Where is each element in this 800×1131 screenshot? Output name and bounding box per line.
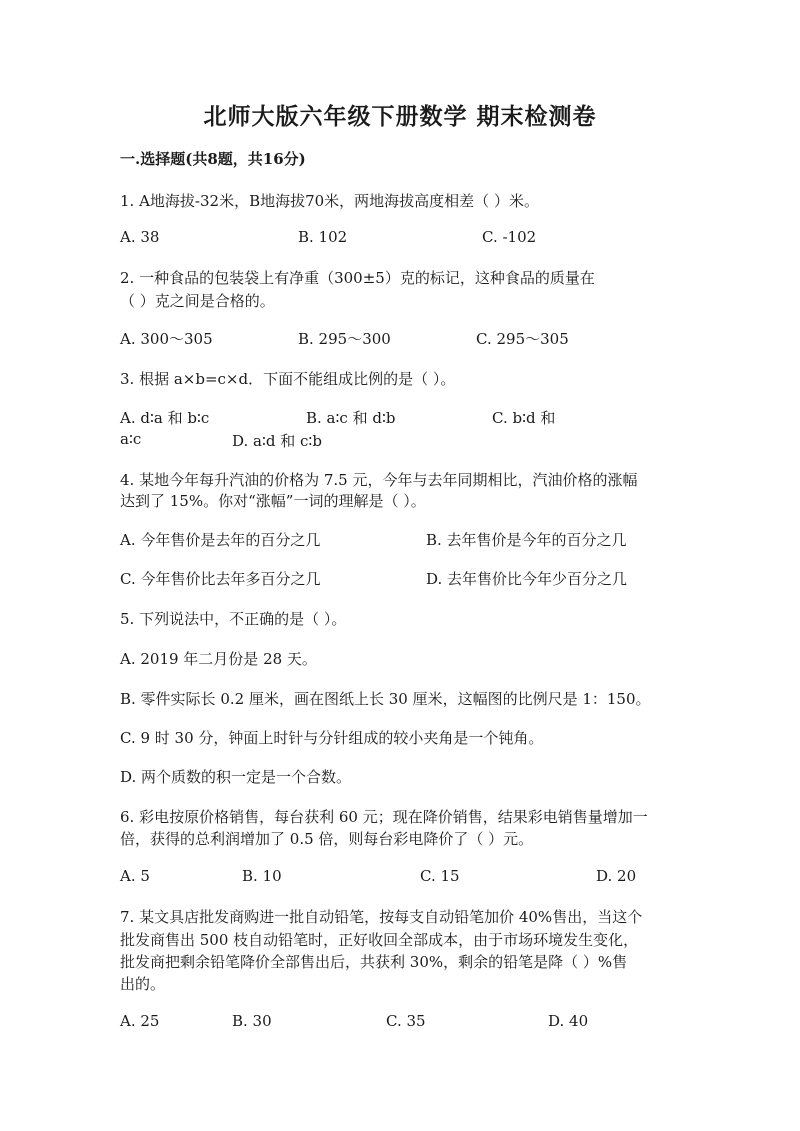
question-text: 6. 彩电按原价格销售，每台获利 60 元；现在降价销售，结果彩电销售量增加一 — [120, 808, 648, 826]
option-a: A. 25 — [120, 1012, 160, 1030]
option-c: C. 今年售价比去年多百分之几 — [120, 570, 321, 588]
option-a: A. 5 — [120, 867, 150, 885]
option-c: C. 9 时 30 分，钟面上时针与分针组成的较小夹角是一个钝角。 — [120, 729, 544, 747]
option-c: C. -102 — [482, 228, 537, 246]
option-a: A. 300～305 — [120, 330, 213, 348]
option-c-continued: a∶c — [120, 430, 142, 448]
option-b: B. 295～300 — [298, 330, 391, 348]
section-heading: 一.选择题(共8题，共16分) — [120, 150, 306, 168]
option-c: C. 15 — [420, 867, 460, 885]
option-b: B. 去年售价是今年的百分之几 — [426, 531, 627, 549]
option-a: A. 2019 年二月份是 28 天。 — [120, 650, 317, 668]
option-c: C. 35 — [386, 1012, 426, 1030]
question-text: 2. 一种食品的包装袋上有净重（300±5）克的标记，这种食品的质量在 — [120, 269, 595, 287]
question-text: 4. 某地今年每升汽油的价格为 7.5 元，今年与去年同期相比，汽油价格的涨幅 — [120, 471, 638, 489]
option-d: D. 去年售价比今年少百分之几 — [426, 570, 628, 588]
question-text: 出的。 — [120, 975, 166, 993]
option-c: C. 295～305 — [476, 330, 569, 348]
option-a: A. 38 — [120, 228, 160, 246]
option-a: A. d∶a 和 b∶c — [120, 409, 210, 427]
option-b: B. 零件实际长 0.2 厘米，画在图纸上长 30 厘米，这幅图的比例尺是 1：150。 — [120, 690, 651, 708]
option-d: D. 两个质数的积一定是一个合数。 — [120, 768, 352, 786]
question-text: 批发商售出 500 枝自动铅笔时，正好收回全部成本，由于市场环境发生变化， — [120, 931, 639, 949]
question-text: 3. 根据 a×b=c×d．下面不能组成比例的是（ ）。 — [120, 370, 456, 388]
question-text: 倍，获得的总利润增加了 0.5 倍，则每台彩电降价了（ ）元。 — [120, 830, 534, 848]
option-c: C. b∶d 和 — [492, 409, 556, 427]
question-text: 达到了 15%。你对“涨幅”一词的理解是（ ）。 — [120, 492, 426, 510]
option-d: D. a∶d 和 c∶b — [232, 432, 322, 450]
question-text: 7. 某文具店批发商购进一批自动铅笔，按每支自动铅笔加价 40%售出，当这个 — [120, 908, 643, 926]
option-a: A. 今年售价是去年的百分之几 — [120, 531, 321, 549]
question-text: 5. 下列说法中，不正确的是（ ）。 — [120, 610, 347, 628]
option-b: B. 30 — [232, 1012, 272, 1030]
option-b: B. 10 — [242, 867, 282, 885]
option-b: B. a∶c 和 d∶b — [306, 409, 396, 427]
option-d: D. 20 — [596, 867, 637, 885]
question-text: 批发商把剩余铅笔降价全部售出后，共获利 30%，剩余的铅笔是降（ ）%售 — [120, 953, 628, 971]
question-text: （ ）克之间是合格的。 — [120, 292, 275, 310]
question-text: 1. A地海拔-32米，B地海拔70米，两地海拔高度相差（ ）米。 — [120, 192, 539, 210]
page-title: 北师大版六年级下册数学 期末检测卷 — [203, 103, 597, 130]
option-b: B. 102 — [298, 228, 348, 246]
option-d: D. 40 — [548, 1012, 589, 1030]
